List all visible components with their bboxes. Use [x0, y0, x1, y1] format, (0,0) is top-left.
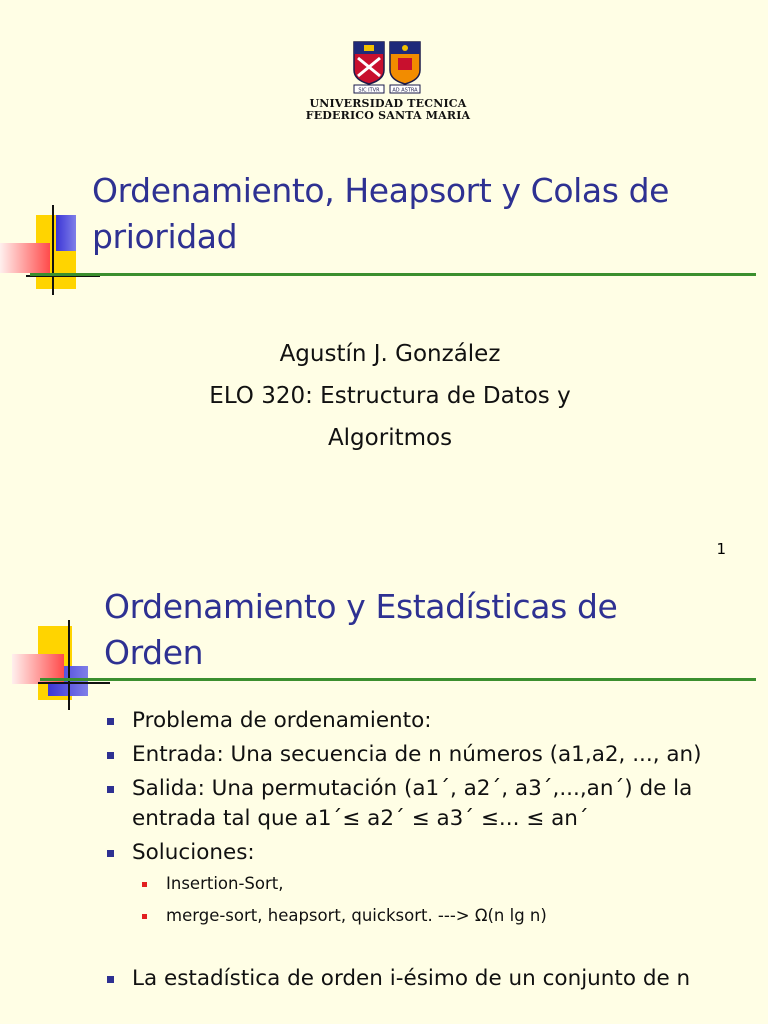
deco-red-bar: [0, 243, 50, 273]
slide-title: [104, 584, 617, 676]
bullet-list: [104, 706, 754, 998]
svg-text:SIC ITVR: SIC ITVR: [358, 87, 380, 94]
bullet-icon: [107, 752, 114, 759]
bullet-icon: [107, 786, 114, 793]
sub-list-item: Insertion-Sort,: [104, 872, 754, 896]
university-crest-logo: [350, 40, 424, 96]
bullet-icon: [107, 976, 114, 983]
bullet-icon: [107, 850, 114, 857]
list-item: La estadística de orden i-ésimo de un conjunto de n: [104, 964, 754, 994]
author-block: [100, 333, 680, 459]
sub-bullet-icon: [142, 882, 147, 887]
slide-title-line1: Ordenamiento y Estadísticas de: [104, 587, 618, 626]
svg-text:AD ASTRA: AD ASTRA: [392, 87, 418, 94]
page-number: 1: [716, 540, 726, 558]
deco-blue-square: [56, 215, 76, 251]
decorative-squares: [10, 620, 110, 710]
course-line2: Algoritmos: [327, 425, 453, 451]
university-name-line2: FEDERICO SANTA MARIA: [305, 109, 471, 122]
slide-title-line2: prioridad: [92, 217, 238, 256]
slide-title: [92, 168, 669, 260]
slide-title-line2: Orden: [104, 633, 204, 672]
author-name: Agustín J. González: [279, 341, 501, 367]
list-item: Soluciones:: [104, 838, 754, 868]
bullet-icon: [107, 718, 114, 725]
deco-vertical-line: [68, 620, 70, 710]
list-item: Problema de ordenamiento:: [104, 706, 754, 736]
decorative-squares: [0, 205, 100, 295]
deco-horizontal-line: [38, 682, 110, 684]
university-name-line1: UNIVERSIDAD TECNICA: [309, 97, 467, 110]
sub-bullet-icon: [142, 914, 147, 919]
list-item: Entrada: Una secuencia de n números (a1,a2, ..., an): [104, 740, 754, 770]
list-item: Salida: Una permutación (a1´, a2´, a3´,...,an´) de la entrada tal que a1´≤ a2´ ≤ a3´ ≤... ≤ an´: [104, 774, 754, 834]
deco-vertical-line: [52, 205, 54, 295]
slide-title-line1: Ordenamiento, Heapsort y Colas de: [92, 171, 670, 210]
course-line1: ELO 320: Estructura de Datos y: [209, 383, 571, 409]
title-underline: [40, 678, 756, 681]
title-underline: [30, 273, 756, 276]
sub-list-item: merge-sort, heapsort, quicksort. ---> Ω(n lg n): [104, 904, 754, 928]
slide-2: [0, 560, 768, 1024]
university-name: [290, 98, 486, 122]
